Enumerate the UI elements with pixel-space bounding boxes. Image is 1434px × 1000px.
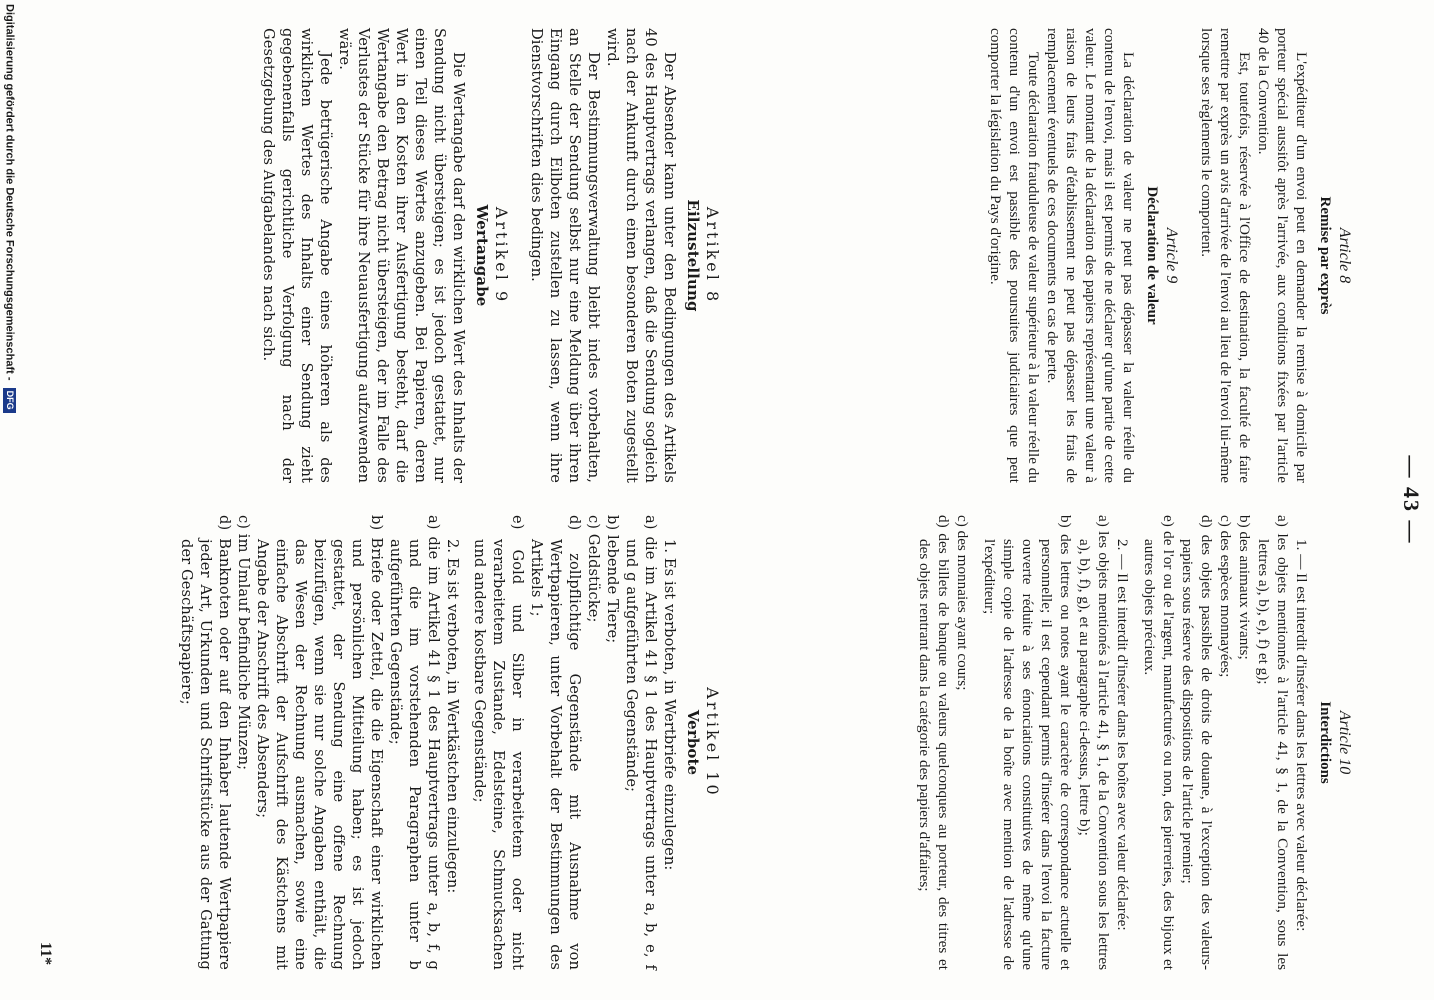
list-item: b) Briefe oder Zettel, die die Eigenschaft einer wirklichen und persönlichen Mitteilung haben; es ist jedoch gestattet, der Sendung eine offene Rechnung beizufügen, wenn sie nur solche Angaben enthält, die das Wesen der Rechnung ausmachen, sowie eine einfache Abschrift der Aufschrift des Kästchens mit Angabe der Anschrift des Absenders; [254,515,385,970]
artikel-8-title: Eilzustellung [684,199,702,312]
list-item: e) Gold und Silber in verarbeitetem oder nicht verarbeitetem Zustande, Edelsteine, Schmucksachen und andere kostbare Gegenstände; [471,515,526,970]
article-8-title: Remise par exprès [1317,196,1333,315]
section-2-intro: 2. — Il est interdit d'insérer dans les boîtes avec valeur déclarée: [1114,539,1131,931]
section-1-intro: 1. Es ist verboten, in Wertbriefe einzulegen: [661,539,678,871]
artikel-9-paragraph: Jede betrügerische Angabe eines höheren als des wirklichen Wertes des Inhalts einer Sendung zieht gegebenenfalls gerichtliche Verfolgung nach der Gesetzgebung des Aufgabelandes nach sich. [260,28,334,483]
section-2-intro: 2. Es ist verboten, in Wertkästchen einzulegen: [444,539,461,894]
artikel-9-number: Artikel 9 [492,206,511,305]
section-1-intro: 1. — Il est interdit d'insérer dans les lettres avec valeur déclarée: [1293,539,1310,932]
list-item: a) die im Artikel 41 § 1 des Hauptvertrags unter a, b, f, g und die im vorstehenden Paragraphen unter b aufgeführten Gegenstände; [387,515,442,970]
list-item: a) les objets mentionnés à l'article 41, § 1, de la Convention, sous les lettres a), b), e), f) et g); [1255,515,1291,970]
french-text [764,0,1354,1000]
artikel-8-number: Artikel 8 [703,206,722,305]
artikel-9-title: Wertangabe [473,204,491,307]
credit-text: Digitalisierung gefördert durch die Deutsche Forschungsgemeinschaft - [3,4,16,381]
article-10-number: Article 10 [1336,710,1353,775]
page-number: — 43 — [1399,455,1424,545]
article-9-title: Déclaration de valeur [1144,186,1160,325]
artikel-10-number: Artikel 10 [703,687,722,798]
german-right-column [177,515,722,970]
list-item: b) lebende Tiere; [604,515,621,644]
list-item: c) des monnaies ayant cours; [954,515,971,691]
german-left-column [259,28,722,483]
article-9-paragraph: Toute déclaration frauduleuse de valeur supérieure à la valeur réelle du contenu d'un envoi est passible des poursuites judiciaires que peut comporter la législation du Pays d'origine. [987,28,1042,483]
article-8-paragraph: Est, toutefois, réservée à l'Office de destination, la faculté de faire remettre par exprès un avis d'arrivée de l'envoi au lieu de l'envoi lui-même lorsque ses règlements le comportent. [1198,28,1253,483]
list-item: d) zollpflichtige Gegenstände mit Ausnahme von Wertpapieren, unter Vorbehalt der Bestimmungen des Artikels 1; [528,515,583,970]
artikel-8-paragraph: Der Absender kann unter den Bedingungen des Artikels 40 des Hauptvertrags verlangen, daß die Sendung sogleich nach der Ankunft durch einen besonderen Boten zugestellt wird. [604,28,678,483]
article-9-paragraph: La déclaration de valeur ne peut pas dépasser la valeur réelle du contenu de l'envoi, mais il est permis de ne déclarer qu'une partie de cette valeur. Le montant de la déclaration des papiers représentant une valeur à raison de leurs frais d'établissement ne peut pas dépasser les frais de remplacement éventuels de ces documents en cas de perte. [1044,28,1137,483]
list-item: d) des objets passibles de droits de douane, à l'exception des valeurs-papiers sous réserve des dispositions de l'article premier; [1179,515,1215,970]
list-item: a) les objets mentionés à l'article 41, § 1, de la Convention sous les lettres a), b), f), g), et au paragraphe ci-dessus, lettre b); [1076,515,1112,970]
list-item: b) des lettres ou notes ayant le caractère de correspondance actuelle et personnelle; il est cependant permis d'insérer dans l'envoi la facture ouverte réduite à ses énonciations constitutives de même qu'une simple copie de l'adresse de la boîte avec mention de l'adresse de l'expéditeur; [981,515,1074,970]
list-item: c) des espèces monnayées; [1217,515,1234,678]
list-item: d) Banknoten oder auf den Inhaber lautende Wertpapiere jeder Art, Urkunden und Schriftstücke aus der Gattung der Geschäftspapiere; [178,515,233,970]
list-item: c) im Umlauf befindliche Münzen; [235,515,252,771]
list-item: e) de l'or ou de l'argent, manufacturés ou non, des pierreries, des bijoux et autres objets précieux. [1141,515,1177,970]
signature-mark: 11* [37,942,54,966]
list-item: a) die im Artikel 41 § 1 des Hauptvertrags unter a, b, e, f und g aufgeführten Gegenstände; [623,515,659,970]
french-right-column [915,515,1354,970]
article-9-number: Article 9 [1163,227,1180,284]
artikel-8-paragraph: Der Bestimmungsverwaltung bleibt indes vorbehalten, an Stelle der Sendung selbst nur eine Meldung über ihren Eingang durch Eilboten zustellen zu lassen, wenn ihre Dienstvorschriften dies bedingen. [528,28,602,483]
german-text [132,0,722,1000]
dfg-logo: DFG [3,388,16,413]
list-item: d) des billets de banque ou valeurs quelconques au porteur, des titres et des objets rentrant dans la catégorie des papiers d'affaires; [916,515,952,970]
article-8-number: Article 8 [1336,227,1353,284]
digitization-credit [3,4,16,994]
artikel-9-paragraph: Die Wertangabe darf den wirklichen Wert des Inhalts der Sendung nicht übersteigen; es ist jedoch gestattet, nur einen Teil dieses Wertes anzugeben. Bei Papieren, deren Wert in den Kosten ihrer Ausfertigung besteht, darf die Wertangabe den Betrag nicht übersteigen, der im Falle des Verlustes der Stücke für ihre Neuausfertigung aufzuwenden wäre. [336,28,467,483]
list-item: c) Geldstücke; [585,515,602,623]
article-8-paragraph: L'expéditeur d'un envoi peut en demander la remise à domicile par porteur spécial aussitôt après l'arrivée, aux conditions fixées par l'article 40 de la Convention. [1255,28,1310,483]
list-item: b) des animaux vivants; [1236,515,1253,660]
artikel-10-title: Verbote [684,709,702,776]
french-left-column [986,28,1354,483]
article-10-title: Interdictions [1317,701,1333,784]
